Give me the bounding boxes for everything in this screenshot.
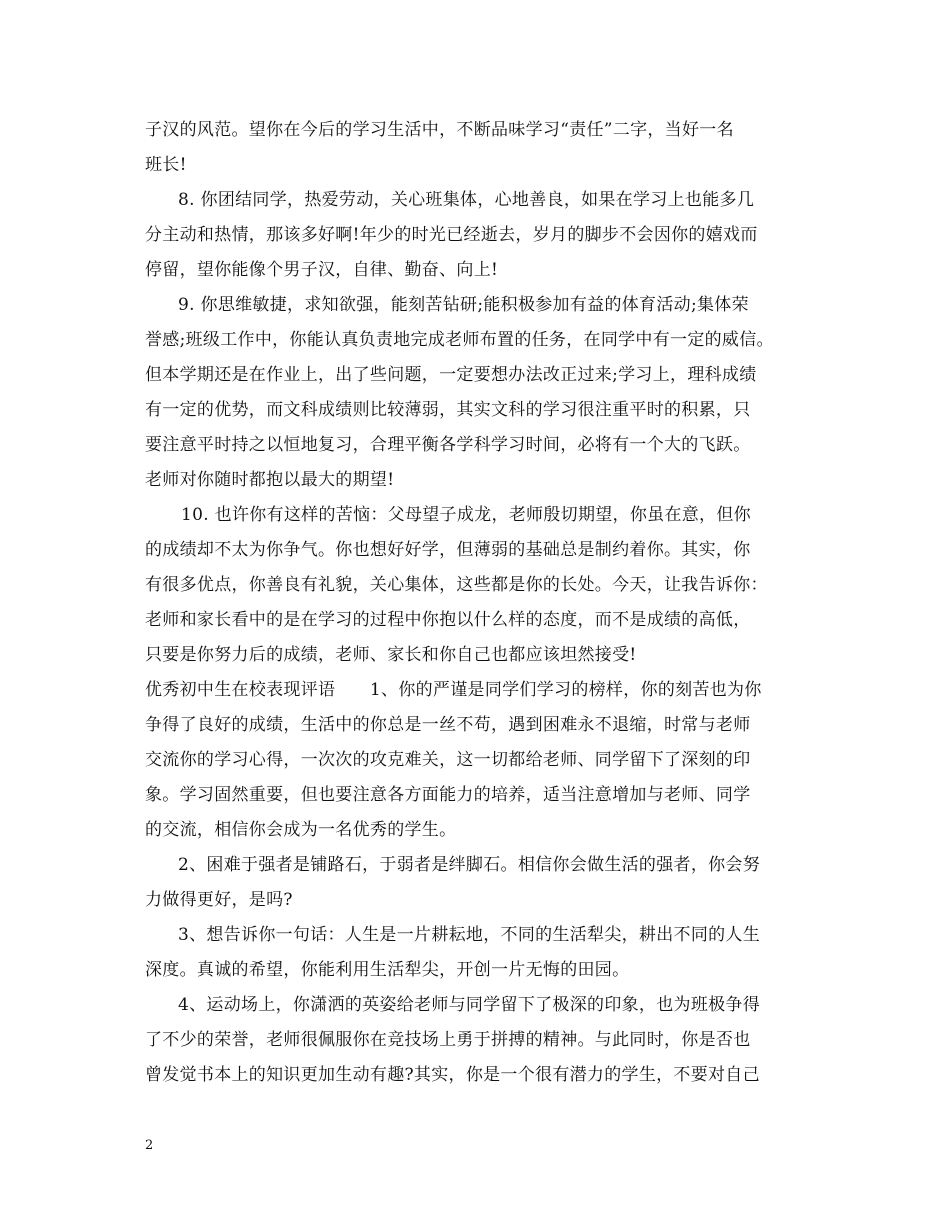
text-line: 班长! (145, 155, 187, 175)
paragraph-9-start: 9. 你思维敏捷，求知欲强，能刻苦钻研;能积极参加有益的体育活动;集体荣 (178, 295, 749, 315)
paragraph-10-start: 10. 也许你有这样的苦恼：父母望子成龙，老师殷切期望，你虽在意，但你 (181, 505, 751, 525)
text-line: 深度。真诚的希望，你能利用生活犁尖，开创一片无悔的田园。 (145, 960, 630, 980)
text-line: 有很多优点，你善良有礼貌，关心集体，这些都是你的长处。今天，让我告诉你： (145, 575, 768, 595)
text-line: 要注意平时持之以恒地复习，合理平衡各学科学习时间，必将有一个大的飞跃。 (145, 435, 751, 455)
text-line: 老师对你随时都抱以最大的期望! (145, 470, 395, 490)
page-number: 2 (145, 1138, 154, 1153)
text-line: 子汉的风范。望你在今后的学习生活中，不断品味学习“责任”二字，当好一名 (145, 120, 734, 140)
text-line: 的成绩却不太为你争气。你也想好好学，但薄弱的基础总是制约着你。其实，你 (145, 540, 751, 560)
text-line: 分主动和热情，那该多好啊!年少的时光已经逝去，岁月的脚步不会因你的嬉戏而 (145, 225, 758, 245)
text-line: 有一定的优势，而文科成绩则比较薄弱，其实文科的学习很注重平时的积累，只 (145, 400, 751, 420)
paragraph-3-start: 3、想告诉你一句话：人生是一片耕耘地，不同的生活犁尖，耕出不同的人生 (178, 925, 761, 945)
text-line: 力做得更好，是吗? (145, 890, 293, 910)
paragraph-2-start: 2、困难于强者是铺路石，于弱者是绊脚石。相信你会做生活的强者，你会努 (178, 855, 761, 875)
text-line: 争得了良好的成绩，生活中的你总是一丝不苟，遇到困难永不退缩，时常与老师 (145, 715, 751, 735)
text-line: 停留，望你能像个男子汉，自律、勤奋、向上! (145, 260, 499, 280)
paragraph-4-start: 4、运动场上，你潇洒的英姿给老师与同学留下了极深的印象，也为班极争得 (178, 995, 761, 1015)
text-line: 了不少的荣誉，老师很佩服你在竞技场上勇于拼搏的精神。与此同时，你是否也 (145, 1030, 751, 1050)
text-line: 只要是你努力后的成绩，老师、家长和你自己也都应该坦然接受! (145, 645, 637, 665)
text-line: 的交流，相信你会成为一名优秀的学生。 (145, 820, 457, 840)
paragraph-8-start: 8. 你团结同学，热爱劳动，关心班集体，心地善良，如果在学习上也能多几 (178, 190, 755, 210)
text-line: 老师和家长看中的是在学习的过程中你抱以什么样的态度，而不是成绩的高低， (145, 610, 751, 630)
text-line: 誉感;班级工作中，你能认真负责地完成老师布置的任务，在同学中有一定的威信。 (145, 330, 774, 350)
text-line: 曾发觉书本上的知识更加生动有趣?其实，你是一个很有潜力的学生，不要对自己 (145, 1065, 760, 1085)
text-line: 但本学期还是在作业上，出了些问题，一定要想办法改正过来;学习上，理科成绩 (145, 365, 757, 385)
text-line: 交流你的学习心得，一次次的攻克难关，这一切都给老师、同学留下了深刻的印 (145, 750, 751, 770)
section-heading-line: 优秀初中生在校表现评语 1、你的严谨是同学们学习的榜样，你的刻苦也为你 (145, 680, 762, 700)
text-line: 象。学习固然重要，但也要注意各方面能力的培养，适当注意增加与老师、同学 (145, 785, 751, 805)
